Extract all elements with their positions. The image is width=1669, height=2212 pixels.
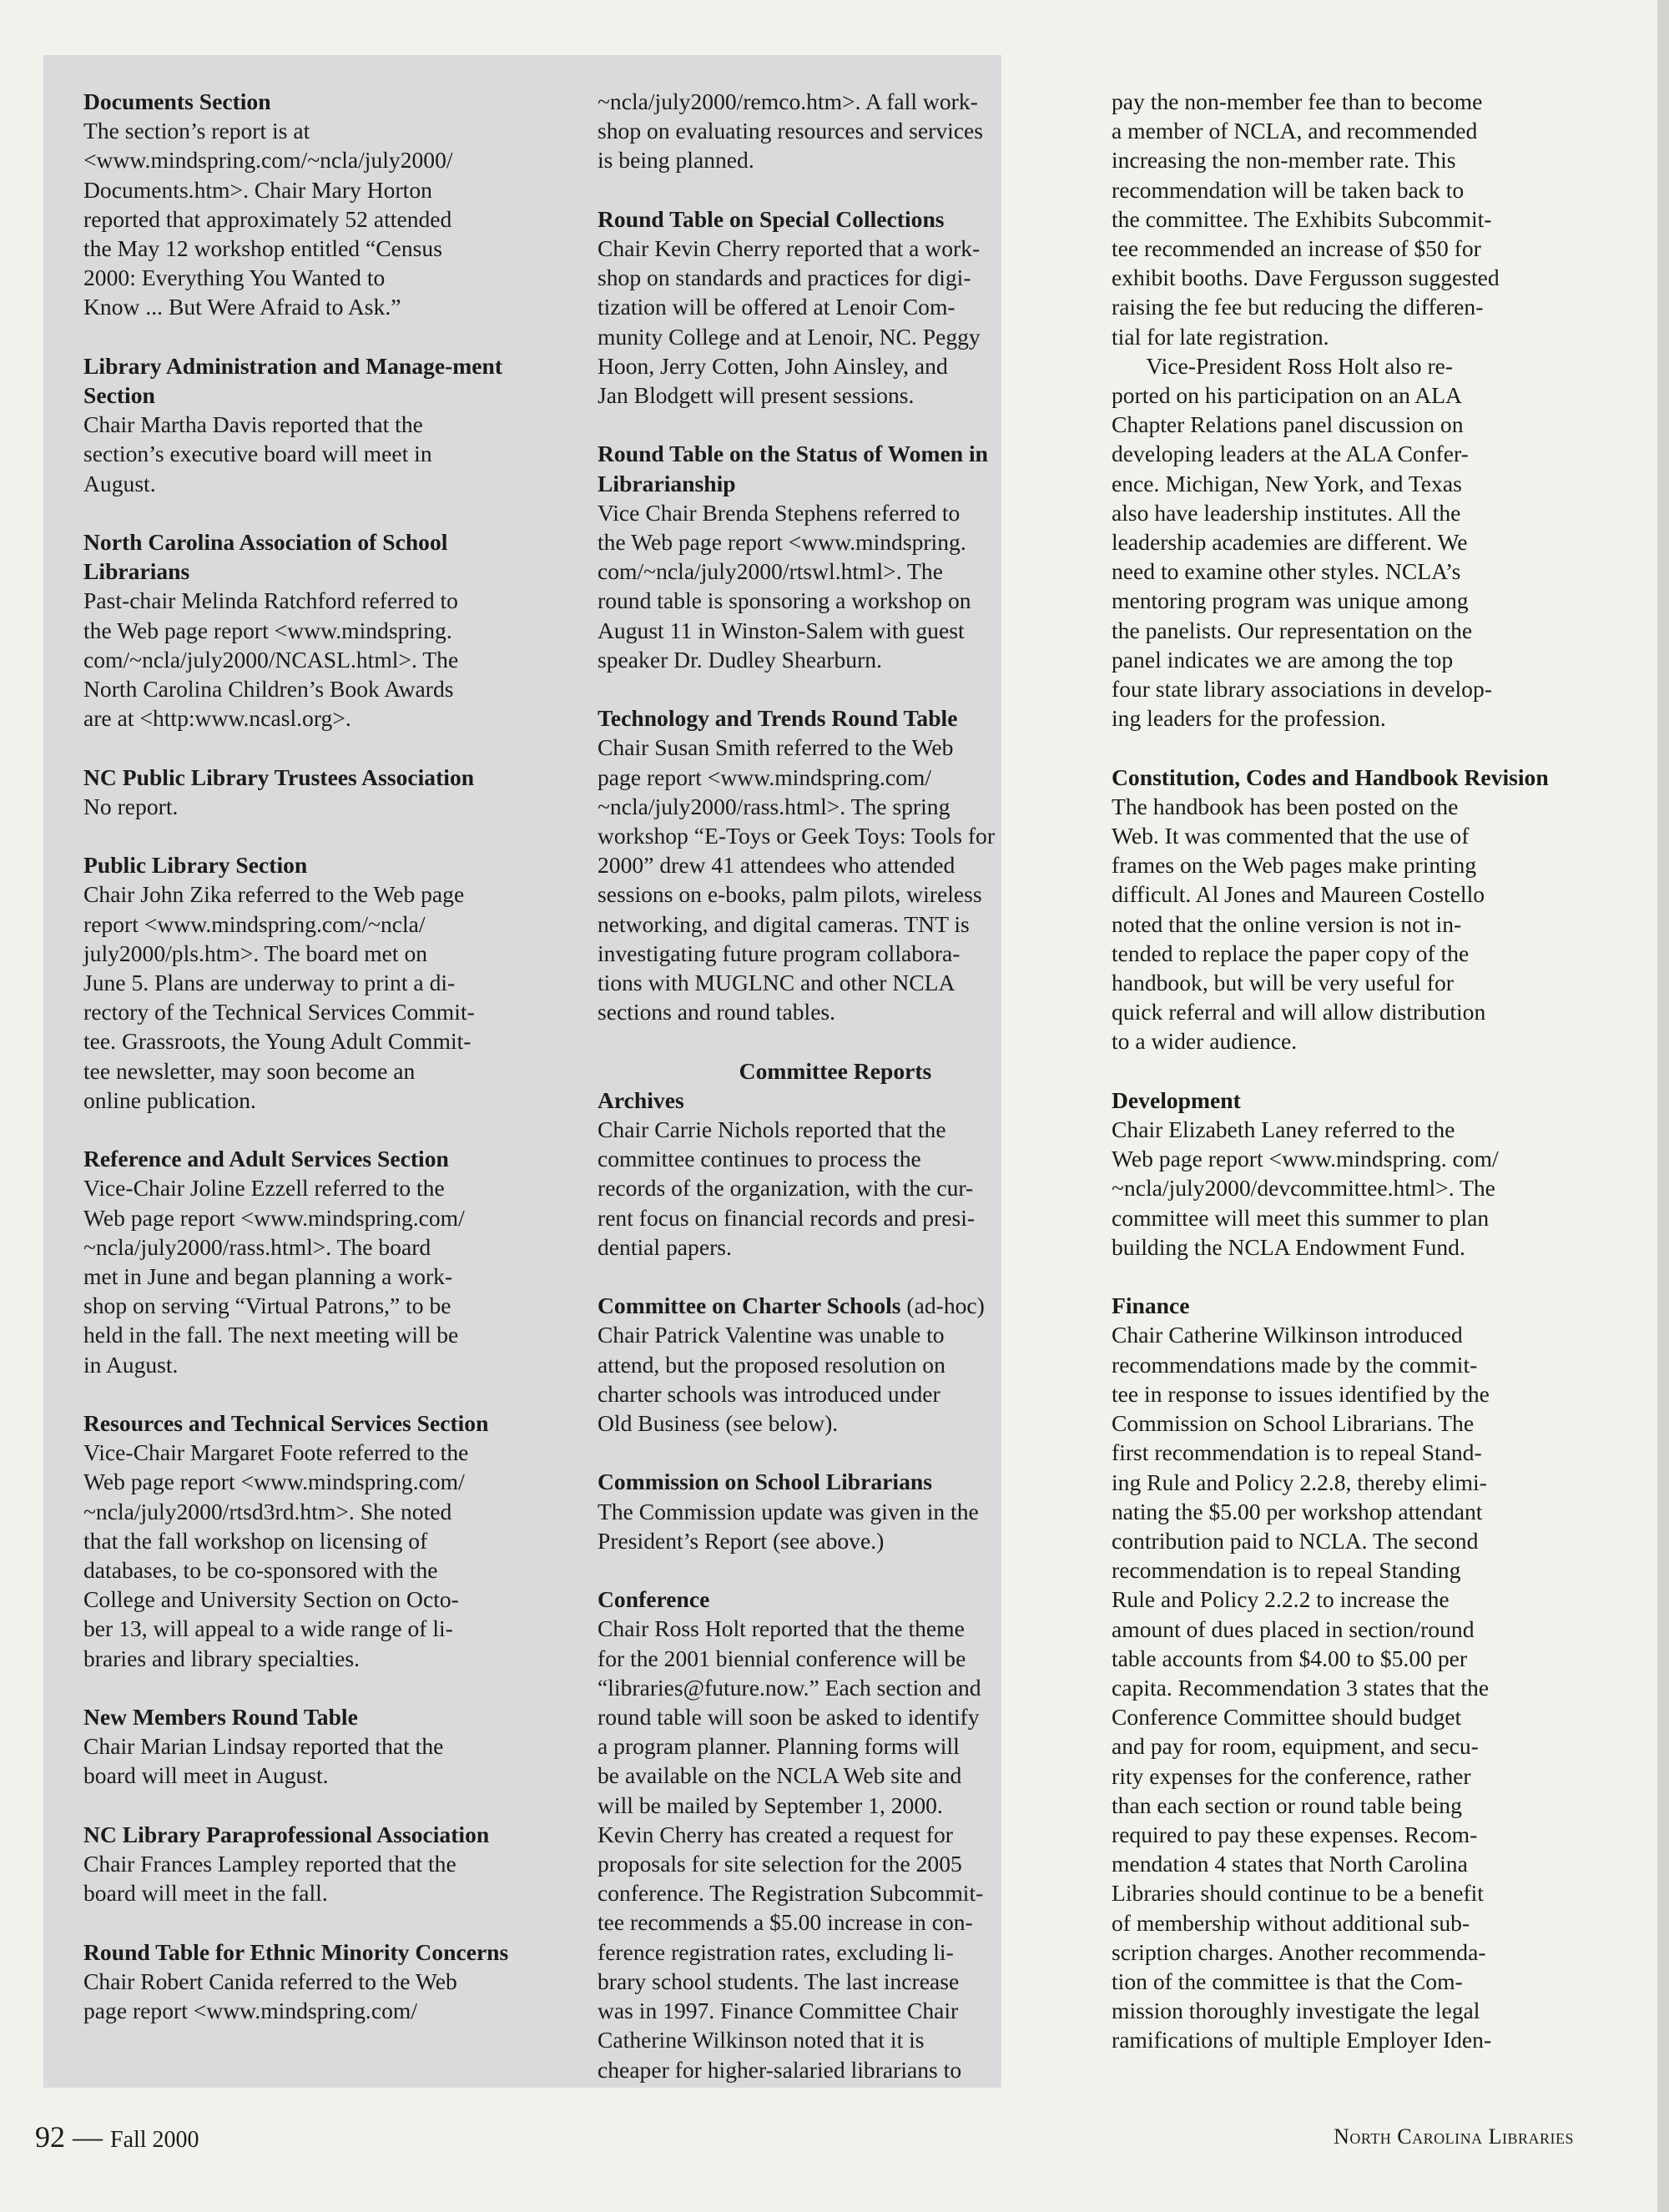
section-heading bbox=[598, 1467, 1073, 1496]
text-line: Web page report <www.mindspring.com/ bbox=[83, 1204, 465, 1231]
text-line: mendation 4 states that North Carolina bbox=[1112, 1851, 1468, 1877]
text-line: Chair Ross Holt reported that the theme bbox=[598, 1615, 965, 1642]
text-line: rent focus on financial records and presi- bbox=[598, 1204, 976, 1231]
text-line: sections and round tables. bbox=[598, 999, 836, 1025]
report-section bbox=[83, 1702, 551, 1791]
page-edge bbox=[1657, 0, 1669, 2212]
section-heading-text: Committee on Charter Schools bbox=[598, 1292, 901, 1319]
text-line: will be mailed by September 1, 2000. bbox=[598, 1791, 943, 1818]
text-line: tial for late registration. bbox=[1112, 323, 1329, 350]
text-line: Documents.htm>. Chair Mary Horton bbox=[83, 176, 432, 203]
text-line: braries and library specialties. bbox=[83, 1645, 360, 1671]
report-section bbox=[83, 850, 551, 1115]
section-body bbox=[1112, 1115, 1584, 1262]
text-line: Chair John Zika referred to the Web page bbox=[83, 881, 465, 908]
text-line: 2000” drew 41 attendees who attended bbox=[598, 852, 956, 879]
section-heading-text: Public Library Section bbox=[83, 852, 308, 879]
section-body bbox=[598, 1320, 1073, 1438]
section-heading-text: Finance bbox=[1112, 1292, 1190, 1319]
report-section bbox=[83, 351, 551, 498]
text-line: recommendation is to repeal Standing bbox=[1112, 1557, 1461, 1584]
text-line: developing leaders at the ALA Confer- bbox=[1112, 441, 1469, 467]
text-line: leadership academies are different. We bbox=[1112, 529, 1468, 556]
text-line: Chair Catherine Wilkinson introduced bbox=[1112, 1322, 1463, 1348]
text-line: panel indicates we are among the top bbox=[1112, 646, 1454, 673]
text-line: table accounts from $4.00 to $5.00 per bbox=[1112, 1645, 1468, 1671]
section-body bbox=[83, 1731, 551, 1790]
text-line: contribution paid to NCLA. The second bbox=[1112, 1527, 1479, 1554]
text-line: charter schools was introduced under bbox=[598, 1380, 940, 1407]
text-line: board will meet in the fall. bbox=[83, 1880, 328, 1907]
text-line: section’s executive board will meet in bbox=[83, 441, 432, 467]
text-line: The section’s report is at bbox=[83, 118, 310, 144]
section-heading bbox=[598, 1291, 1073, 1320]
text-line: shop on serving “Virtual Patrons,” to be bbox=[83, 1292, 451, 1319]
text-line: exhibit booths. Dave Fergusson suggested bbox=[1112, 265, 1500, 291]
report-section bbox=[1112, 87, 1584, 733]
section-body bbox=[598, 498, 1073, 674]
text-line: tee recommended an increase of $50 for bbox=[1112, 235, 1481, 262]
report-section bbox=[83, 1820, 551, 1908]
section-body bbox=[83, 792, 551, 821]
text-line: Hoon, Jerry Cotten, John Ainsley, and bbox=[598, 352, 948, 379]
section-heading-text: Round Table on Special Collections bbox=[598, 205, 945, 232]
text-line: ramifications of multiple Employer Iden- bbox=[1112, 2027, 1492, 2053]
text-line: capita. Recommendation 3 states that the bbox=[1112, 1674, 1490, 1701]
report-section bbox=[1112, 1086, 1584, 1262]
footer-left bbox=[35, 2119, 199, 2154]
issue-season: Fall 2000 bbox=[110, 2127, 199, 2153]
report-section bbox=[598, 87, 1073, 175]
text-line: also have leadership institutes. All the bbox=[1112, 499, 1461, 526]
text-line: com/~ncla/july2000/rtswl.html>. The bbox=[598, 558, 943, 585]
text-line: Old Business (see below). bbox=[598, 1410, 839, 1437]
text-line: tee recommends a $5.00 increase in con- bbox=[598, 1909, 973, 1936]
section-body-paragraph bbox=[1112, 351, 1584, 733]
text-line: ~ncla/july2000/remco.htm>. A fall work- bbox=[598, 88, 978, 114]
text-line: in August. bbox=[83, 1351, 179, 1378]
text-line: ~ncla/july2000/rass.html>. The spring bbox=[598, 793, 950, 819]
text-line: building the NCLA Endowment Fund. bbox=[1112, 1233, 1465, 1260]
text-line: met in June and began planning a work- bbox=[83, 1263, 453, 1290]
text-line: of membership without additional sub- bbox=[1112, 1909, 1470, 1936]
text-line: the panelists. Our representation on the bbox=[1112, 617, 1473, 643]
text-line: ~ncla/july2000/rtsd3rd.htm>. She noted bbox=[83, 1498, 452, 1524]
section-body bbox=[1112, 792, 1584, 1056]
section-heading-text: Commission on School Librarians bbox=[598, 1469, 932, 1495]
text-line: nating the $5.00 per workshop attendant bbox=[1112, 1498, 1483, 1524]
text-line: Chair Patrick Valentine was unable to bbox=[598, 1322, 945, 1348]
section-heading bbox=[598, 204, 1073, 234]
text-line: Chair Robert Canida referred to the Web bbox=[83, 1968, 457, 1994]
section-body bbox=[83, 1967, 551, 2025]
text-line: reported that approximately 52 attended bbox=[83, 205, 452, 232]
report-section bbox=[1112, 1291, 1584, 2054]
section-heading-text: Resources and Technical Services Section bbox=[83, 1410, 489, 1437]
text-line: ing Rule and Policy 2.2.8, thereby elimi- bbox=[1112, 1469, 1487, 1495]
text-line: and pay for room, equipment, and secu- bbox=[1112, 1733, 1479, 1760]
text-line: Conference Committee should budget bbox=[1112, 1704, 1462, 1731]
text-line: held in the fall. The next meeting will be bbox=[83, 1322, 459, 1348]
text-line: Vice-Chair Margaret Foote referred to the bbox=[83, 1439, 469, 1466]
report-section bbox=[598, 439, 1073, 674]
report-section bbox=[83, 1144, 551, 1379]
text-line: increasing the non-member rate. This bbox=[1112, 147, 1456, 174]
section-heading bbox=[83, 1937, 551, 1967]
text-line: Vice-Chair Joline Ezzell referred to the bbox=[83, 1175, 445, 1202]
text-line: recommendations made by the commit- bbox=[1112, 1351, 1478, 1378]
text-line: Web page report <www.mindspring. com/ bbox=[1112, 1146, 1499, 1172]
text-line: ference registration rates, excluding li- bbox=[598, 1938, 954, 1965]
text-line: College and University Section on Octo- bbox=[83, 1586, 459, 1613]
text-line: frames on the Web pages make printing bbox=[1112, 852, 1477, 879]
text-line: a member of NCLA, and recommended bbox=[1112, 118, 1478, 144]
text-line: Chair Frances Lampley reported that the bbox=[83, 1851, 456, 1877]
section-heading bbox=[598, 439, 1073, 497]
text-line: com/~ncla/july2000/NCASL.html>. The bbox=[83, 646, 459, 673]
text-line: page report <www.mindspring.com/ bbox=[83, 1998, 418, 2024]
text-line: july2000/pls.htm>. The board met on bbox=[83, 940, 428, 966]
text-line: handbook, but will be very useful for bbox=[1112, 970, 1454, 996]
text-line: to a wider audience. bbox=[1112, 1028, 1298, 1055]
text-line: shop on standards and practices for digi- bbox=[598, 265, 971, 291]
text-line: Jan Blodgett will present sessions. bbox=[598, 382, 915, 409]
text-line: cheaper for higher-salaried librarians to bbox=[598, 2056, 962, 2083]
text-line: mission thoroughly investigate the legal bbox=[1112, 1998, 1480, 2024]
section-heading bbox=[83, 1408, 551, 1438]
text-line: than each section or round table being bbox=[1112, 1791, 1462, 1818]
text-line: tended to replace the paper copy of the bbox=[1112, 940, 1470, 966]
text-line: ~ncla/july2000/devcommittee.html>. The bbox=[1112, 1175, 1495, 1202]
section-heading bbox=[83, 351, 551, 410]
text-line: that the fall workshop on licensing of bbox=[83, 1527, 428, 1554]
text-line: August 11 in Winston-Salem with guest bbox=[598, 617, 965, 643]
text-line: rity expenses for the conference, rather bbox=[1112, 1762, 1471, 1789]
section-heading-text: Constitution, Codes and Handbook Revision bbox=[1112, 763, 1549, 790]
text-line: No report. bbox=[83, 793, 179, 819]
text-line: sessions on e-books, palm pilots, wireless bbox=[598, 881, 982, 908]
section-heading-text: Archives bbox=[598, 1086, 684, 1113]
section-heading bbox=[83, 763, 551, 792]
text-line: page report <www.mindspring.com/ bbox=[598, 763, 932, 790]
text-line: scription charges. Another recommenda- bbox=[1112, 1938, 1486, 1965]
text-line: pay the non-member fee than to become bbox=[1112, 88, 1483, 114]
section-body bbox=[598, 87, 1073, 175]
section-body bbox=[83, 1849, 551, 1907]
text-line: are at <http:www.ncasl.org>. bbox=[83, 705, 351, 732]
text-line: be available on the NCLA Web site and bbox=[598, 1762, 962, 1789]
text-line: Past-chair Melinda Ratchford referred to bbox=[83, 587, 458, 614]
text-line: Web. It was commented that the use of bbox=[1112, 823, 1470, 849]
text-line: the Web page report <www.mindspring. bbox=[598, 529, 966, 556]
report-section bbox=[83, 1937, 551, 2026]
page-number: 92 bbox=[35, 2120, 65, 2154]
text-line: Know ... But Were Afraid to Ask.” bbox=[83, 294, 401, 320]
text-line: is being planned. bbox=[598, 147, 754, 174]
text-line: Kevin Cherry has created a request for bbox=[598, 1821, 953, 1847]
section-heading bbox=[83, 1820, 551, 1849]
section-body bbox=[598, 234, 1073, 410]
text-line: recommendation will be taken back to bbox=[1112, 176, 1465, 203]
text-line: ence. Michigan, New York, and Texas bbox=[1112, 470, 1462, 496]
report-section bbox=[598, 1291, 1073, 1438]
text-line: Chapter Relations panel discussion on bbox=[1112, 411, 1464, 438]
text-line: need to examine other styles. NCLA’s bbox=[1112, 558, 1461, 585]
report-section bbox=[598, 204, 1073, 410]
text-line: online publication. bbox=[83, 1086, 256, 1113]
section-heading-text: Round Table for Ethnic Minority Concerns bbox=[83, 1938, 509, 1965]
footer-dash: — bbox=[73, 2120, 103, 2154]
text-line: Catherine Wilkinson noted that it is bbox=[598, 2027, 925, 2053]
section-heading-text: North Carolina Association of School Librarians bbox=[83, 529, 448, 585]
section-body bbox=[1112, 1320, 1584, 2054]
text-line: the committee. The Exhibits Subcommit- bbox=[1112, 205, 1492, 232]
section-heading-text: Development bbox=[1112, 1086, 1241, 1113]
text-line: four state library associations in develop- bbox=[1112, 676, 1492, 703]
text-line: was in 1997. Finance Committee Chair bbox=[598, 1998, 959, 2024]
text-line: raising the fee but reducing the differen- bbox=[1112, 294, 1484, 320]
text-line: rectory of the Technical Services Commit- bbox=[83, 999, 475, 1025]
text-line: shop on evaluating resources and services bbox=[598, 118, 984, 144]
text-line: tee in response to issues identified by the bbox=[1112, 1380, 1490, 1407]
report-section bbox=[83, 87, 551, 322]
section-heading-text: NC Library Paraprofessional Association bbox=[83, 1821, 490, 1847]
report-section bbox=[598, 1585, 1073, 2084]
section-heading bbox=[598, 1585, 1073, 1614]
text-line: conference. The Registration Subcommit- bbox=[598, 1880, 984, 1907]
text-line: “libraries@future.now.” Each section and bbox=[598, 1674, 981, 1701]
section-body bbox=[83, 879, 551, 1115]
section-heading bbox=[1112, 763, 1584, 792]
text-line: round table is sponsoring a workshop on bbox=[598, 587, 971, 614]
report-section bbox=[1112, 763, 1584, 1056]
section-heading-text: Conference bbox=[598, 1586, 710, 1613]
text-line: Commission on School Librarians. The bbox=[1112, 1410, 1475, 1437]
report-section bbox=[598, 1467, 1073, 1555]
report-section bbox=[83, 1408, 551, 1673]
journal-title: North Carolina Libraries bbox=[1334, 2124, 1574, 2149]
section-heading bbox=[83, 1144, 551, 1173]
text-line: Chair Marian Lindsay reported that the bbox=[83, 1733, 444, 1760]
text-line: June 5. Plans are underway to print a di- bbox=[83, 970, 456, 996]
section-heading-text: Round Table on the Status of Women in Librarianship bbox=[598, 441, 988, 496]
section-heading bbox=[1112, 1086, 1584, 1115]
text-line: Vice-President Ross Holt also re- bbox=[1146, 352, 1454, 379]
section-heading bbox=[598, 703, 1073, 733]
text-line: President’s Report (see above.) bbox=[598, 1527, 885, 1554]
section-body bbox=[598, 733, 1073, 1026]
section-heading-text: Reference and Adult Services Section bbox=[83, 1146, 449, 1172]
text-line: ported on his participation on an ALA bbox=[1112, 382, 1462, 409]
text-line: brary school students. The last increase bbox=[598, 1968, 960, 1994]
text-line: amount of dues placed in section/round bbox=[1112, 1615, 1475, 1642]
text-line: tee newsletter, may soon become an bbox=[83, 1057, 416, 1084]
section-heading-text: New Members Round Table bbox=[83, 1704, 358, 1731]
text-line: for the 2001 biennial conference will be bbox=[598, 1645, 966, 1671]
text-line: round table will soon be asked to identify bbox=[598, 1704, 980, 1731]
column-3 bbox=[1112, 87, 1584, 2084]
section-heading bbox=[83, 527, 551, 586]
text-line: attend, but the proposed resolution on bbox=[598, 1351, 945, 1378]
section-body bbox=[598, 1497, 1073, 1555]
section-heading bbox=[83, 87, 551, 116]
text-line: munity College and at Lenoir, NC. Peggy bbox=[598, 323, 981, 350]
section-body bbox=[83, 1173, 551, 1378]
text-line: 2000: Everything You Wanted to bbox=[83, 265, 386, 291]
text-line: ing leaders for the profession. bbox=[1112, 705, 1386, 732]
text-line: required to pay these expenses. Recom- bbox=[1112, 1821, 1478, 1847]
text-line: Chair Martha Davis reported that the bbox=[83, 411, 423, 438]
section-body bbox=[83, 1438, 551, 1673]
text-line: speaker Dr. Dudley Shearburn. bbox=[598, 646, 882, 673]
text-line: a program planner. Planning forms will bbox=[598, 1733, 960, 1760]
section-body bbox=[598, 1614, 1073, 2084]
text-line: dential papers. bbox=[598, 1233, 732, 1260]
text-line: Web page report <www.mindspring.com/ bbox=[83, 1469, 465, 1495]
text-line: investigating future program collabora- bbox=[598, 940, 961, 966]
section-body bbox=[83, 116, 551, 321]
report-section bbox=[83, 763, 551, 821]
text-line: difficult. Al Jones and Maureen Costello bbox=[1112, 881, 1485, 908]
text-line: proposals for site selection for the 2005 bbox=[598, 1851, 962, 1877]
text-line: Libraries should continue to be a benefit bbox=[1112, 1880, 1484, 1907]
text-line: mentoring program was unique among bbox=[1112, 587, 1469, 614]
text-line: committee continues to process the bbox=[598, 1146, 921, 1172]
text-line: the Web page report <www.mindspring. bbox=[83, 617, 452, 643]
text-line: board will meet in August. bbox=[83, 1762, 329, 1789]
text-line: report <www.mindspring.com/~ncla/ bbox=[83, 910, 426, 937]
text-line: tions with MUGLNC and other NCLA bbox=[598, 970, 956, 996]
text-line: ~ncla/july2000/rass.html>. The board bbox=[83, 1233, 431, 1260]
text-line: The Commission update was given in the bbox=[598, 1498, 979, 1524]
text-line: The handbook has been posted on the bbox=[1112, 793, 1459, 819]
text-line: tion of the committee is that the Com- bbox=[1112, 1968, 1463, 1994]
section-heading-text: NC Public Library Trustees Association bbox=[83, 763, 475, 790]
section-body bbox=[83, 410, 551, 498]
text-line: ber 13, will appeal to a wide range of li- bbox=[83, 1615, 453, 1642]
section-heading bbox=[1112, 1291, 1584, 1320]
text-line: Chair Elizabeth Laney referred to the bbox=[1112, 1116, 1455, 1143]
text-line: Chair Susan Smith referred to the Web bbox=[598, 734, 954, 761]
text-line: databases, to be co-sponsored with the bbox=[83, 1557, 438, 1584]
text-line: Chair Kevin Cherry reported that a work- bbox=[598, 235, 981, 261]
text-line: North Carolina Children’s Book Awards bbox=[83, 676, 454, 703]
text-line: the May 12 workshop entitled “Census bbox=[83, 235, 442, 262]
report-section bbox=[598, 703, 1073, 1026]
column-1 bbox=[83, 87, 551, 2054]
text-line: records of the organization, with the cur- bbox=[598, 1175, 974, 1202]
text-line: tee. Grassroots, the Young Adult Commit- bbox=[83, 1028, 471, 1055]
text-line: tization will be offered at Lenoir Com- bbox=[598, 294, 956, 320]
text-line: noted that the online version is not in- bbox=[1112, 910, 1462, 937]
column-2 bbox=[598, 87, 1073, 2114]
text-line: workshop “E-Toys or Geek Toys: Tools for bbox=[598, 823, 996, 849]
report-section bbox=[83, 527, 551, 733]
text-line: <www.mindspring.com/~ncla/july2000/ bbox=[83, 147, 453, 174]
report-section bbox=[598, 1056, 1073, 1262]
committee-reports-heading: Committee Reports bbox=[739, 1057, 932, 1084]
text-line: August. bbox=[83, 470, 156, 496]
text-line: Chair Carrie Nichols reported that the bbox=[598, 1116, 946, 1143]
section-body bbox=[83, 586, 551, 733]
section-heading-suffix: (ad-hoc) bbox=[900, 1292, 985, 1319]
section-heading-text: Documents Section bbox=[83, 88, 271, 114]
text-line: committee will meet this summer to plan bbox=[1112, 1204, 1490, 1231]
section-heading bbox=[598, 1086, 1073, 1115]
text-line: networking, and digital cameras. TNT is bbox=[598, 910, 970, 937]
section-body bbox=[1112, 87, 1584, 351]
section-body bbox=[598, 1115, 1073, 1262]
text-line: quick referral and will allow distribution bbox=[1112, 999, 1486, 1025]
text-line: Vice Chair Brenda Stephens referred to bbox=[598, 499, 961, 526]
text-line: first recommendation is to repeal Stand- bbox=[1112, 1439, 1482, 1466]
section-heading-text: Technology and Trends Round Table bbox=[598, 705, 958, 732]
section-heading-text: Library Administration and Manage-ment Section bbox=[83, 352, 503, 409]
section-heading bbox=[83, 1702, 551, 1731]
text-line: Rule and Policy 2.2.2 to increase the bbox=[1112, 1586, 1450, 1613]
section-heading bbox=[83, 850, 551, 879]
